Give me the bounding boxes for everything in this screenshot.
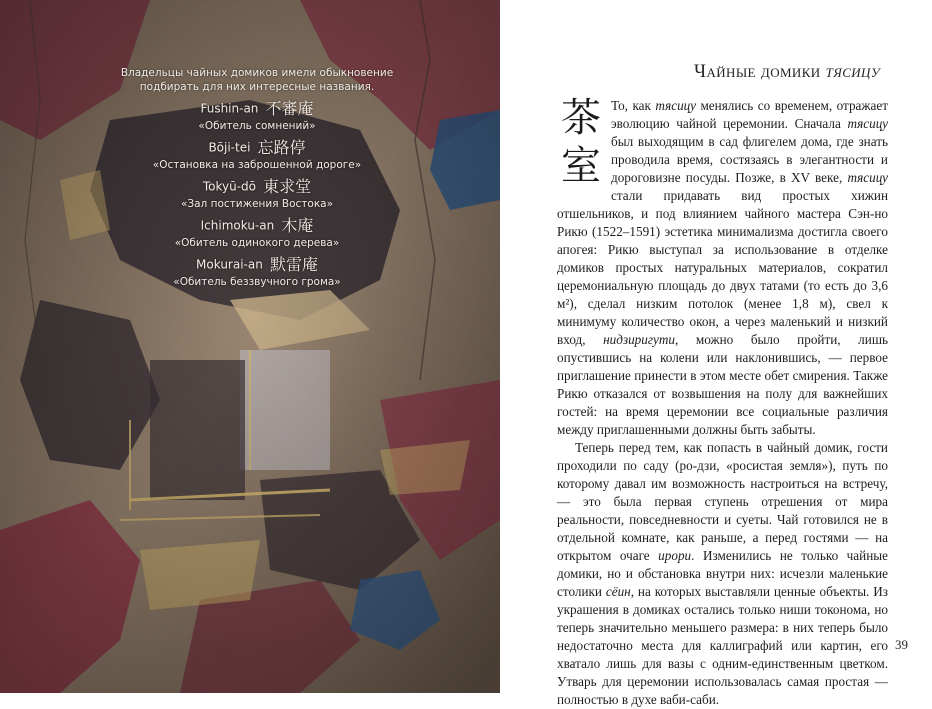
caption-intro: Владельцы чайных домиков имели обыкновение подбирать для них интересные названия. xyxy=(120,67,394,93)
name-kanji: 默雷庵 xyxy=(269,254,318,274)
tea-house-name-row xyxy=(92,137,422,157)
tea-house-name-row xyxy=(92,254,422,274)
name-meaning: «Обитель сомнений» xyxy=(198,120,316,132)
page-title xyxy=(500,62,880,83)
kanji-room: 室 xyxy=(561,143,601,189)
name-kanji: 忘路停 xyxy=(257,137,306,157)
name-meaning: «Обитель беззвучного грома» xyxy=(173,276,341,288)
name-romanization: Ichimoku-an xyxy=(200,218,275,233)
tea-house-name-row xyxy=(92,98,422,118)
name-meaning: «Зал постижения Востока» xyxy=(180,198,334,210)
page-number: 39 xyxy=(895,637,908,652)
name-romanization: Fushin-an xyxy=(200,101,259,116)
name-meaning: «Остановка на заброшенной дороге» xyxy=(152,159,362,171)
name-romanization: Tokyū-dō xyxy=(202,179,257,194)
title-prefix: Чайные домики xyxy=(694,62,821,82)
article-body xyxy=(557,97,888,709)
kanji-tea: 茶 xyxy=(561,95,601,141)
name-kanji: 不審庵 xyxy=(265,98,314,118)
paragraph-2: Теперь перед тем, как попасть в чайный домик, гости проходили по саду (ро-дзи, «росистая земля»), путь по которому давал им возможность настроиться на встречу, — это была первая ступень отрешения от мира реальности, повседневности и суеты. Чай готовился не в отдельной комнате, как раньше, а перед гостями — на открытом очаге ирори. Изменились не только чайные домики, но и обстановка внутри них: исчезли маленькие столики сёин, на которых выставляли ценные объекты. Из украшения в домиках остались только ниши токонома, но теперь значительно меньшего размера: в них теперь было недостаточно места для каллиграфий или картин, его хватало лишь для вазы с одним-единственным цветком. Утварь для церемонии использовалась самая простая — полностью в духе ваби-саби. xyxy=(557,440,888,707)
name-kanji: 木庵 xyxy=(281,215,314,235)
name-meaning: «Обитель одинокого дерева» xyxy=(174,237,340,249)
paragraph-1: То, как тясицу менялись со временем, отражает эволюцию чайной церемонии. Сначала тясицу был выходящим в сад флигелем дома, где знать проводила время, состязаясь в элегантности и дороговизне посуды. Позже, в XV веке, тясицу стали придавать вид простых хижин отшельников, и под влиянием чайного мастера Сэн-но Рикю (1522–1591) эстетика минимализма достигла своего апогея: Рикю выступал за использование в отделке домиков простых натуральных материалов, сократил церемониальную площадь до двух татами (то есть до 3,6 м²), сделал низким потолок (менее 1,8 м), свел к минимуму количество окон, а через маленький и низкий вход, нидзиригути, можно было пройти, лишь опустившись на колени или наклонившись, — первое приглашение принести в этом месте обет смирения. Также Рикю отказался от возвышения на полу для важнейших гостей: на время церемонии все социальные различия между приглашенными должны быть забыты. xyxy=(557,98,888,437)
title-term: тясицу xyxy=(825,62,880,82)
name-romanization: Mokurai-an xyxy=(196,257,263,272)
tea-house-names-caption xyxy=(92,66,422,292)
name-romanization: Bōji-tei xyxy=(208,140,251,155)
name-kanji: 東求堂 xyxy=(263,176,312,196)
tea-house-name-row xyxy=(92,176,422,196)
right-page-text xyxy=(500,0,932,707)
tea-house-name-row xyxy=(92,215,422,235)
